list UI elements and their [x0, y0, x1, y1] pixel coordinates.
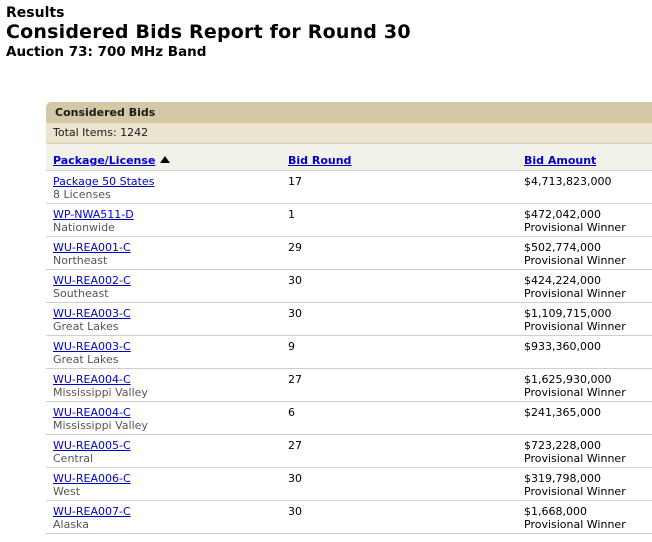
license-cell [53, 340, 131, 366]
bid-amount: $319,798,000 [524, 472, 601, 485]
license-cell [53, 307, 131, 333]
table-row [46, 270, 652, 303]
winner-status: Provisional Winner [524, 254, 626, 267]
license-cell [53, 505, 131, 531]
winner-status: Provisional Winner [524, 452, 626, 465]
panel-heading: Considered Bids [46, 102, 652, 123]
license-cell [53, 175, 154, 201]
license-cell [53, 406, 148, 432]
license-link[interactable]: WU-REA007-C [53, 505, 131, 518]
bid-amount: $472,042,000 [524, 208, 601, 221]
section-label: Results [6, 5, 65, 21]
license-area: Great Lakes [53, 320, 119, 333]
license-link[interactable]: WU-REA002-C [53, 274, 131, 287]
license-cell [53, 208, 134, 234]
bid-round-cell: 27 [288, 439, 302, 452]
bid-amount-cell [524, 274, 626, 300]
license-link[interactable]: WU-REA004-C [53, 406, 131, 419]
considered-bids-panel [46, 102, 652, 542]
bid-amount: $933,360,000 [524, 340, 601, 353]
license-area: Great Lakes [53, 353, 119, 366]
table-row [46, 336, 652, 369]
table-row [46, 237, 652, 270]
auction-subtitle: Auction 73: 700 MHz Band [6, 44, 207, 60]
table-row [46, 171, 652, 204]
total-items: Total Items: 1242 [46, 123, 652, 144]
bid-round-cell: 30 [288, 505, 302, 518]
table-row [46, 501, 652, 534]
bid-round-cell: 1 [288, 208, 295, 221]
bid-round-cell: 6 [288, 406, 295, 419]
license-link[interactable]: WU-REA006-C [53, 472, 131, 485]
bid-round-cell: 17 [288, 175, 302, 188]
bid-amount: $723,228,000 [524, 439, 601, 452]
bid-amount-cell [524, 208, 626, 234]
table-row [46, 369, 652, 402]
license-area: Nationwide [53, 221, 115, 234]
table-row [46, 435, 652, 468]
sort-ascending-icon [160, 156, 170, 163]
bid-amount-cell [524, 472, 626, 498]
bid-amount: $241,365,000 [524, 406, 601, 419]
winner-status: Provisional Winner [524, 320, 626, 333]
table-header [46, 144, 652, 171]
license-link[interactable]: WP-NWA511-D [53, 208, 134, 221]
winner-status: Provisional Winner [524, 221, 626, 234]
license-link[interactable]: WU-REA003-C [53, 307, 131, 320]
bid-amount-cell [524, 340, 601, 353]
bid-amount-cell [524, 175, 611, 188]
column-header-bid-amount[interactable]: Bid Amount [524, 154, 597, 167]
winner-status: Provisional Winner [524, 485, 626, 498]
license-area: Northeast [53, 254, 108, 267]
license-area: Southeast [53, 287, 109, 300]
table-row [46, 303, 652, 336]
bid-amount-cell [524, 307, 626, 333]
license-cell [53, 241, 131, 267]
license-area: West [53, 485, 81, 498]
license-cell [53, 274, 131, 300]
license-area: 8 Licenses [53, 188, 111, 201]
bid-round-cell: 30 [288, 307, 302, 320]
column-header-license-label: Package/License [53, 154, 156, 167]
license-link[interactable]: WU-REA005-C [53, 439, 131, 452]
bid-amount-cell [524, 406, 601, 419]
license-area: Alaska [53, 518, 89, 531]
license-link[interactable]: WU-REA001-C [53, 241, 131, 254]
license-cell [53, 439, 131, 465]
table-row [46, 204, 652, 237]
bid-amount: $4,713,823,000 [524, 175, 612, 188]
winner-status: Provisional Winner [524, 287, 626, 300]
winner-status: Provisional Winner [524, 518, 626, 531]
bid-amount: $502,774,000 [524, 241, 601, 254]
bid-round-cell: 27 [288, 373, 302, 386]
bid-round-cell: 30 [288, 472, 302, 485]
bid-amount: $424,224,000 [524, 274, 601, 287]
column-header-bid-round[interactable]: Bid Round [288, 154, 352, 167]
license-link[interactable]: WU-REA003-C [53, 340, 131, 353]
bid-amount: $1,109,715,000 [524, 307, 612, 320]
license-link[interactable]: WU-REA004-C [53, 373, 131, 386]
bid-amount: $1,668,000 [524, 505, 587, 518]
column-header-license[interactable] [53, 154, 170, 167]
table-row [46, 402, 652, 435]
bid-round-cell: 30 [288, 274, 302, 287]
license-link[interactable]: Package 50 States [53, 175, 155, 188]
license-area: Mississippi Valley [53, 419, 148, 432]
bid-round-cell: 29 [288, 241, 302, 254]
bid-amount: $1,625,930,000 [524, 373, 612, 386]
license-cell [53, 472, 131, 498]
license-area: Central [53, 452, 94, 465]
license-area: Mississippi Valley [53, 386, 148, 399]
bid-amount-cell [524, 373, 626, 399]
bid-amount-cell [524, 241, 626, 267]
license-cell [53, 373, 148, 399]
winner-status: Provisional Winner [524, 386, 626, 399]
bid-round-cell: 9 [288, 340, 295, 353]
page-title: Considered Bids Report for Round 30 [6, 21, 411, 43]
bid-amount-cell [524, 505, 626, 531]
bid-amount-cell [524, 439, 626, 465]
table-row [46, 468, 652, 501]
bids-table-body [46, 171, 652, 534]
